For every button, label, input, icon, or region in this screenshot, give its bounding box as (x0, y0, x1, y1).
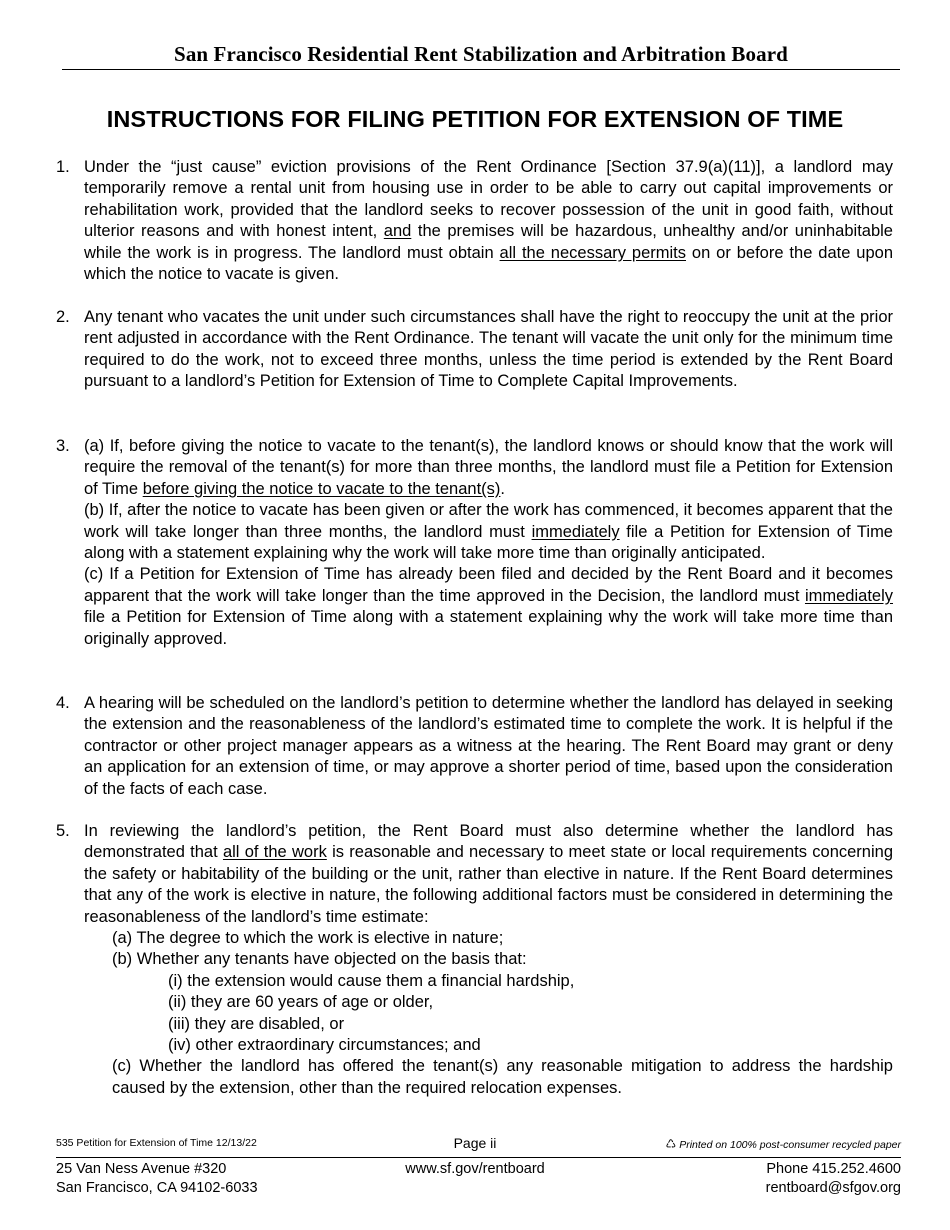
subitem-c: (c) Whether the landlord has offered the tenant(s) any reasonable mitigation to address the hardship caused by the extension, other than the required relocation expenses. (112, 1057, 893, 1097)
form-identifier: 535 Petition for Extension of Time 12/13/22 (56, 1137, 257, 1149)
instruction-item-2 (56, 307, 893, 393)
item-number: 1. (56, 158, 70, 176)
item-number: 3. (56, 437, 70, 455)
underlined-text: all of the work (222, 843, 327, 862)
text-run: (a) If, before giving the notice to vacate to the tenant(s), the landlord knows or should know that the work will require the removal of the tenant(s) for more than three months, the landlord must file a Petition for Extension of Time (84, 437, 893, 498)
instruction-item-4 (56, 693, 893, 800)
text-run: the premises will be hazardous, unhealthy and/or uninhabitable while the work is in progress. The landlord must obtain (84, 222, 893, 262)
subitem-a (84, 436, 893, 500)
item-number: 5. (56, 822, 70, 840)
text-run: file a Petition for Extension of Time along with a statement explaining why the work will take more time than originally anticipated. (84, 522, 893, 563)
instruction-item-5 (56, 821, 893, 1099)
email-link[interactable]: rentboard@sfgov.org (765, 1180, 901, 1196)
subitem-a: (a) The degree to which the work is elective in nature; (112, 929, 504, 948)
underlined-text: immediately (804, 586, 893, 605)
instruction-item-3 (56, 436, 893, 650)
item-number: 2. (56, 308, 70, 326)
footer-divider (56, 1157, 901, 1158)
text-run: Under the “just cause” eviction provisions of the Rent Ordinance [Section 37.9(a)(11)], a landlord may temporarily remove a rental unit from housing use in order to be able to carry out capital improvements or rehabilitation work, provided that the landlord seeks to recover possession of the unit in good faith, without ulterior reasons and with honest intent, (84, 158, 893, 241)
item-5-intro (84, 821, 893, 928)
item-text: Any tenant who vacates the unit under such circumstances shall have the right to reoccupy the unit at the prior rent adjusted in accordance with the Rent Ordinance. The tenant will vacate the unit only for the minimum time required to do the work, not to exceed three months, unless the time period is extended by the Rent Board pursuant to a landlord’s Petition for Extension of Time to Complete Capital Improvements. (84, 308, 893, 391)
underlined-text: all the necessary permits (499, 243, 686, 262)
text-run: on or before the date upon which the notice to vacate is given. (84, 243, 894, 284)
org-header: San Francisco Residential Rent Stabilization and Arbitration Board (174, 42, 788, 66)
text-run: . (500, 479, 506, 498)
header-divider (62, 69, 900, 70)
address-line-1: 25 Van Ness Avenue #320 (56, 1161, 227, 1177)
page-number: Page ii (453, 1135, 497, 1151)
recycle-icon: ♺ (665, 1137, 677, 1151)
underlined-text: before giving the notice to vacate to the tenant(s) (142, 479, 501, 498)
item-text (84, 157, 893, 285)
item-text (84, 821, 893, 1099)
subitem-b-iv: (iv) other extraordinary circumstances; and (168, 1036, 481, 1055)
subitem-b-iii: (iii) they are disabled, or (168, 1014, 345, 1033)
underlined-text: and (383, 222, 412, 241)
underlined-text: immediately (531, 522, 620, 541)
text-run: In reviewing the landlord’s petition, the Rent Board must also determine whether the landlord has demonstrated that (84, 822, 893, 862)
text-run: file a Petition for Extension of Time along with a statement explaining why the work will take more time than originally approved. (84, 608, 893, 648)
recycled-note (665, 1137, 901, 1151)
item-number: 4. (56, 694, 70, 712)
contact-info (766, 1160, 901, 1198)
address-line-2: San Francisco, CA 94102-6033 (56, 1180, 258, 1196)
document-title: INSTRUCTIONS FOR FILING PETITION FOR EXTENSION OF TIME (106, 106, 844, 132)
subitem-b-ii: (ii) they are 60 years of age or older, (168, 993, 434, 1012)
recycled-text: Printed on 100% post-consumer recycled paper (679, 1139, 901, 1151)
text-run: is reasonable and necessary to meet state or local requirements concerning the safety or habitability of the building or the unit, rather than elective in nature. If the Rent Board determines that any of the work is elective in nature, the following additional factors must be considered in determining the reasonableness of the landlord’s time estimate: (84, 843, 893, 926)
text-run: (c) If a Petition for Extension of Time has already been filed and decided by the Rent Board and it becomes apparent that the work will take longer than the time approved in the Decision, the landlord must (84, 565, 893, 605)
website-link[interactable]: www.sf.gov/rentboard (405, 1161, 545, 1177)
text-run: (b) If, after the notice to vacate has been given or after the work has commenced, it becomes apparent that the work will take longer than three months, the landlord must (84, 501, 893, 541)
item-text (84, 436, 893, 650)
subitem-b-i: (i) the extension would cause them a financial hardship, (168, 971, 575, 990)
item-text: A hearing will be scheduled on the landlord’s petition to determine whether the landlord has delayed in seeking the extension and the reasonableness of the landlord’s estimated time to complete the work. It is helpful if the contractor or other project manager appears as a witness at the hearing. The Rent Board may grant or deny an application for an extension of time, or may approve a shorter period of time, based upon the consideration of the facts of each case. (84, 694, 893, 798)
phone: Phone 415.252.4600 (766, 1161, 901, 1177)
subitem-b (84, 500, 893, 564)
subitem-c (84, 564, 893, 650)
subitem-b: (b) Whether any tenants have objected on the basis that: (112, 950, 527, 969)
instruction-item-1 (56, 157, 893, 285)
